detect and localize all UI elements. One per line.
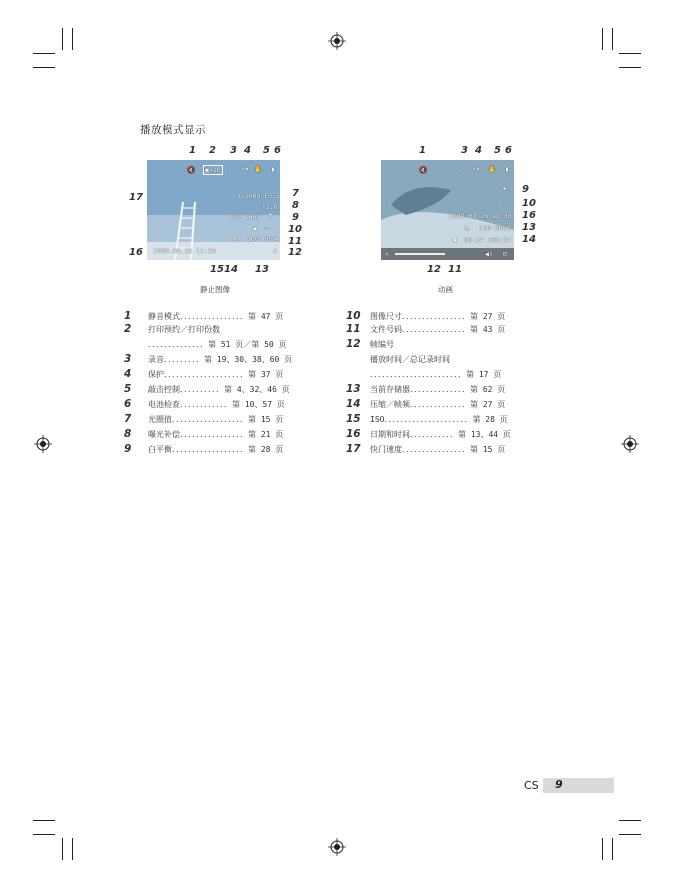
- file-number-value: 100-0004: [479, 224, 511, 232]
- callout-3: 3: [230, 145, 237, 156]
- ref-item: 7 光圈值．．．．．．．．．．．．．．．．．．第 15 页: [124, 413, 284, 425]
- callout-5: 5: [263, 145, 270, 156]
- registration-mark-top-icon: [328, 32, 346, 50]
- ref-item: 10 图像尺寸．．．．．．．．．．．．．．．．第 27 页: [346, 310, 506, 322]
- playback-time-value: 00:14 /00:34: [464, 236, 511, 244]
- iso-value: ISO 1600: [229, 213, 261, 221]
- ref-item: 14 压缩／帧频．．．．．．．．．．．．．．第 27 页: [346, 398, 506, 410]
- callout-16: 16: [522, 210, 536, 221]
- playback-bar[interactable]: [381, 248, 514, 260]
- protect-icon: ⊶: [242, 165, 249, 173]
- rewind-icon[interactable]: «: [385, 250, 389, 258]
- battery-icon: ▮: [271, 165, 275, 173]
- callout-14: 14: [224, 264, 238, 275]
- date-time-value: 2009.08.26 12:30: [449, 212, 512, 220]
- callout-3: 3: [461, 145, 468, 156]
- volume-icon[interactable]: ◀): [485, 250, 493, 258]
- image-size-icon: ▭: [498, 200, 502, 208]
- battery-icon: ▮: [505, 165, 509, 173]
- ref-item: 播放时间／总记录时间: [370, 355, 450, 364]
- movie-caption: 动画: [438, 285, 453, 294]
- callout-4: 4: [244, 145, 251, 156]
- ref-item: 17 快门速度．．．．．．．．．．．．．．．．第 15 页: [346, 443, 506, 455]
- protect-icon: ⊶: [473, 165, 480, 173]
- shutter-aperture-value: 1/1000 F3.5: [237, 192, 280, 200]
- page-number-box: [543, 778, 614, 793]
- registration-mark-bottom-icon: [328, 838, 346, 856]
- memory-icon: ▤: [465, 224, 469, 232]
- callout-6: 6: [505, 145, 512, 156]
- registration-mark-right-icon: [621, 435, 639, 453]
- callout-12: 12: [288, 247, 302, 258]
- ref-item: 1 静音模式．．．．．．．．．．．．．．．．第 47 页: [124, 310, 284, 322]
- callout-8: 8: [292, 200, 299, 211]
- callout-15: 15: [210, 264, 224, 275]
- callout-6: 6: [274, 145, 281, 156]
- file-number-value: 100-0004: [247, 235, 279, 243]
- page-number: 9: [555, 778, 563, 791]
- callout-11: 13: [522, 222, 536, 233]
- ref-item: 13 当前存储器．．．．．．．．．．．．．．第 62 页: [346, 383, 506, 395]
- callout-5: 5: [494, 145, 501, 156]
- callout-11: 11: [288, 236, 302, 247]
- print-reservation-icon: ▣×10: [205, 166, 221, 174]
- section-title: 播放模式显示: [140, 124, 206, 136]
- exposure-value: +2.0: [262, 203, 278, 211]
- ref-item: 15 ISO．．．．．．．．．．．．．．．．．．．．．第 28 页: [346, 413, 508, 425]
- still-image-caption: 静止图像: [200, 285, 230, 294]
- camera-memory-icon: ▣: [453, 236, 457, 244]
- callout-10: 10: [522, 198, 536, 209]
- callout-2: 2: [209, 145, 216, 156]
- ref-item: 5 敲击控制．．．．．．．．．．第 4、32、46 页: [124, 383, 290, 395]
- callout-16: 16: [129, 247, 143, 258]
- ladder-photo: [147, 160, 280, 260]
- callout-4: 4: [475, 145, 482, 156]
- callout-9: 9: [522, 184, 529, 195]
- ref-item: 16 日期和时间．．．．．．．．．．．第 13、44 页: [346, 428, 511, 440]
- menu-icon[interactable]: ⊟: [503, 250, 507, 258]
- image-size-icon: ▭: [265, 224, 269, 232]
- white-balance-icon: ☀: [502, 185, 508, 195]
- tap-control-icon: ✋: [488, 165, 497, 173]
- callout-1: 1: [189, 145, 196, 156]
- ref-item: 9 白平衡．．．．．．．．．．．．．．．．．．第 28 页: [124, 443, 284, 455]
- movie-screen: [381, 160, 514, 260]
- date-time-value: 2009.08.26 12:30: [153, 247, 216, 255]
- callout-9: 9: [292, 212, 299, 223]
- ref-item: 8 曝光补偿．．．．．．．．．．．．．．．．第 21 页: [124, 428, 284, 440]
- ref-item: 6 电池检查．．．．．．．．．．．．第 10、57 页: [124, 398, 285, 410]
- silent-mode-icon: 🔇: [187, 166, 196, 174]
- callout-14: 12: [427, 264, 441, 275]
- language-code: CS: [524, 779, 539, 792]
- callout-12: 14: [522, 234, 536, 245]
- sound-record-icon: ♪: [229, 165, 233, 173]
- ref-item: 11 文件号码．．．．．．．．．．．．．．．．第 43 页: [346, 323, 506, 335]
- callout-10: 10: [288, 224, 302, 235]
- frame-number-value: 4: [273, 247, 277, 255]
- registration-mark-left-icon: [34, 435, 52, 453]
- silent-mode-icon: 🔇: [419, 166, 428, 174]
- memory-icon: ▤: [233, 235, 237, 243]
- tap-control-icon: ✋: [254, 165, 263, 173]
- compression-icon: ▲: [253, 224, 257, 232]
- ref-item: ．．．．．．．．．．．．．．．．．．．．．．．第 17 页: [370, 370, 502, 379]
- progress-track: [395, 253, 445, 255]
- callout-13: 13: [255, 264, 269, 275]
- callout-7: 7: [292, 188, 299, 199]
- callout-13: 11: [448, 264, 462, 275]
- callout-1: 1: [419, 145, 426, 156]
- ref-item: 3 录音．．．．．．．．．第 19、30、38、60 页: [124, 353, 293, 365]
- sound-record-icon: ♪: [459, 165, 463, 173]
- white-balance-icon: ☀: [268, 211, 274, 221]
- ref-item: 4 保护．．．．．．．．．．．．．．．．．．．．第 37 页: [124, 368, 284, 380]
- still-image-screen: [147, 160, 280, 260]
- callout-17: 17: [129, 192, 143, 203]
- ref-item: 12 帧编号: [346, 338, 394, 350]
- ref-item: 2 打印预约／打印份数: [124, 323, 220, 335]
- bird-photo: [381, 160, 514, 260]
- ref-item: ．．．．．．．．．．．．．．第 51 页／第 50 页: [148, 340, 287, 349]
